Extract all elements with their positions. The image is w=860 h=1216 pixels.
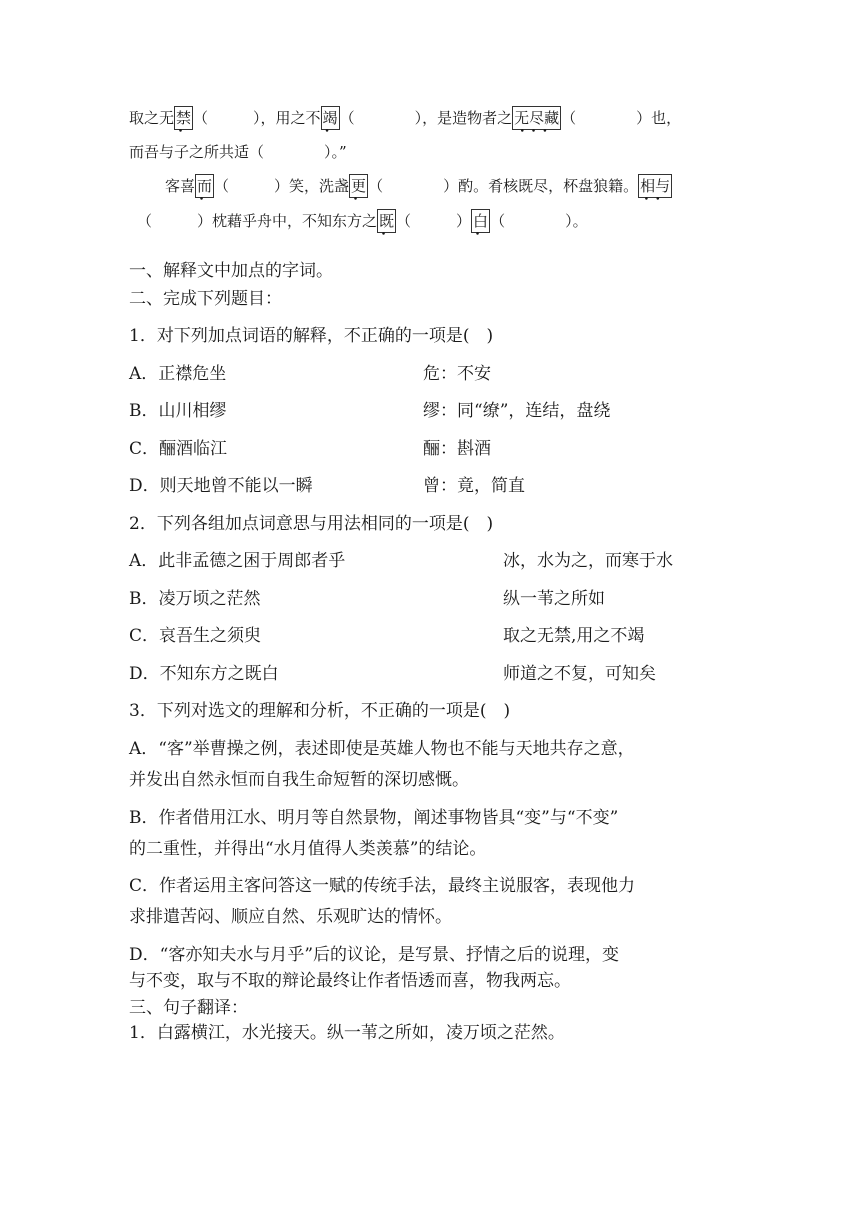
keyword-box: 竭 • — [321, 106, 340, 130]
section-heading-1: 一、解释文中加点的字词。 — [129, 261, 333, 281]
passage-text: （ ）笑，洗盏 — [214, 177, 350, 195]
section-heading-2: 二、完成下列题目： — [129, 289, 282, 309]
q2-option-d: D．不知东方之既白 — [129, 664, 279, 684]
q2-option-c-compare: 取之无禁,用之不竭 — [503, 626, 645, 646]
q1-option-a: A．正襟危坐 — [129, 364, 227, 384]
passage-text: （ ）枕藉乎舟中，不知东方之 — [137, 212, 378, 230]
q2-option-d-compare: 师道之不复，可知矣 — [503, 664, 656, 684]
q1-option-c-gloss: 酾：斟酒 — [423, 439, 491, 459]
q3-option-c-line-1: C．作者运用主客问答这一赋的传统手法，最终主说服客，表现他力 — [129, 876, 636, 896]
passage-text: （ ）酌。肴核既尽，杯盘狼籍。 — [368, 177, 639, 195]
keyword-box: 无尽藏 ••• — [512, 106, 561, 130]
keyword-box: 相与 •• — [638, 174, 672, 198]
q3-option-a-line-2: 并发出自然永恒而自我生命短暂的深切感慨。 — [129, 770, 469, 790]
q1-option-b: B．山川相缪 — [129, 401, 227, 421]
section-heading-3: 三、句子翻译： — [129, 998, 248, 1018]
question-2-stem: 2．下列各组加点词意思与用法相同的一项是( ) — [129, 514, 494, 534]
keyword-box: 禁 • — [174, 106, 193, 130]
passage-line-3 — [165, 174, 672, 205]
q1-option-a-gloss: 危：不安 — [423, 364, 491, 384]
q3-option-d-line-1: D．“客亦知夫水与月乎”后的议论，是写景、抒情之后的说理，变 — [129, 945, 620, 965]
q1-option-b-gloss: 缪：同“缭”，连结，盘绕 — [423, 401, 611, 421]
passage-line-2: 而吾与子之所共适（ ）。” — [129, 143, 347, 161]
question-3-stem: 3．下列对选文的理解和分析，不正确的一项是( ) — [129, 701, 511, 721]
q2-option-a: A．此非孟德之困于周郎者乎 — [129, 551, 346, 571]
passage-text: （ ），用之不 — [193, 109, 321, 127]
passage-text: （ ） — [396, 212, 472, 230]
q3-option-d-line-2: 与不变，取与不取的辩论最终让作者悟透而喜，物我两忘。 — [129, 971, 571, 991]
q3-option-b-line-1: B．作者借用江水、明月等自然景物，阐述事物皆具“变”与“不变” — [129, 808, 619, 828]
keyword-box: 白 • — [471, 209, 490, 233]
keyword-box: 而 • — [195, 174, 214, 198]
q2-option-c: C．哀吾生之须臾 — [129, 626, 262, 646]
q3-option-c-line-2: 求排遣苦闷、顺应自然、乐观旷达的情怀。 — [129, 907, 452, 927]
question-1-stem: 1．对下列加点词语的解释，不正确的一项是( ) — [129, 326, 494, 346]
keyword-box: 更 • — [349, 174, 368, 198]
q2-option-b-compare: 纵一苇之所如 — [503, 589, 605, 609]
passage-text: 取之无 — [129, 109, 175, 127]
q3-option-a-line-1: A．“客”举曹操之例，表述即使是英雄人物也不能与天地共存之意， — [129, 739, 635, 759]
q2-option-b: B．凌万顷之茫然 — [129, 589, 261, 609]
passage-text: （ ）。 — [490, 212, 588, 230]
q3-option-b-line-2: 的二重性，并得出“水月值得人类羡慕”的结论。 — [129, 839, 487, 859]
translation-item-1: 1．白露横江，水光接天。纵一苇之所如，凌万顷之茫然。 — [129, 1023, 565, 1043]
q1-option-c: C．酾酒临江 — [129, 439, 228, 459]
passage-text: （ ），是造物者之 — [339, 109, 513, 127]
keyword-box: 既 • — [377, 209, 396, 233]
passage-line-4 — [137, 209, 588, 240]
passage-text: （ ）也， — [561, 109, 682, 127]
passage-text: 客喜 — [165, 177, 196, 195]
passage-line-1 — [129, 106, 682, 137]
q1-option-d: D．则天地曾不能以一瞬 — [129, 476, 313, 496]
q1-option-d-gloss: 曾：竟，简直 — [423, 476, 525, 496]
q2-option-a-compare: 冰，水为之，而寒于水 — [503, 551, 673, 571]
